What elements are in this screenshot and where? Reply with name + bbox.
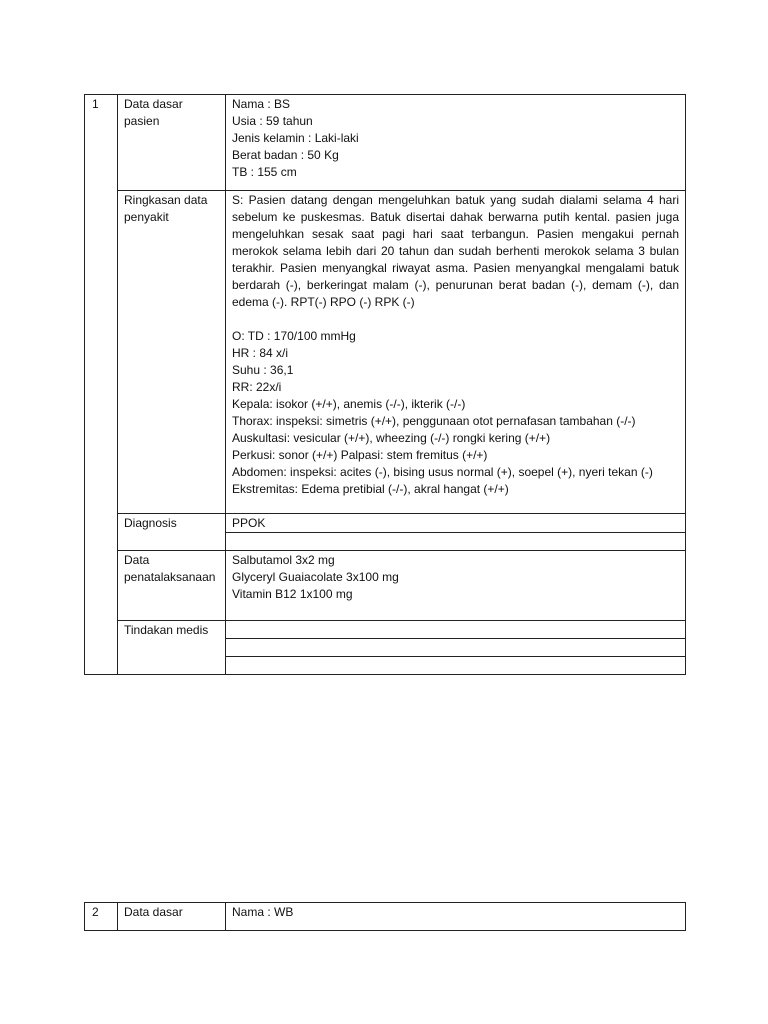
procedure-empty-cell-1 — [226, 621, 686, 639]
exam-percussion: Perkusi: sonor (+/+) Palpasi: stem fremitus (+/+) — [232, 448, 488, 462]
procedure-label: Tindakan medis — [118, 621, 226, 675]
patient-sex: Jenis kelamin : Laki-laki — [232, 131, 359, 145]
patient-name: Nama : BS — [232, 97, 291, 111]
basic-data-values — [226, 95, 686, 191]
objective-block — [232, 328, 679, 498]
patient-case-table-1 — [84, 94, 686, 675]
vital-td: O: TD : 170/100 mmHg — [232, 329, 356, 343]
diagnosis-label: Diagnosis — [118, 514, 226, 551]
procedure-empty-cell-3 — [226, 657, 686, 675]
exam-thorax: Thorax: inspeksi: simetris (+/+), penggunaan otot pernafasan tambahan (-/-) — [232, 414, 636, 428]
diagnosis-empty-cell — [226, 533, 686, 551]
summary-label: Ringkasan data penyakit — [118, 191, 226, 514]
basic-data-label: Data dasar pasien — [118, 95, 226, 191]
summary-values — [226, 191, 686, 514]
patient-weight: Berat badan : 50 Kg — [232, 148, 339, 162]
diagnosis-value: PPOK — [226, 514, 686, 533]
summary-row — [85, 191, 686, 514]
treatment-label: Data penatalaksanaan — [118, 551, 226, 621]
patient-height: TB : 155 cm — [232, 165, 297, 179]
subjective-text: S: Pasien datang dengan mengeluhkan batuk yang sudah dialami selama 4 hari sebelum ke puskesmas. Batuk disertai dahak berwarna putih kental. pasien juga mengeluhkan sesak saat pagi hari saat terbangun. Pasien mengakui pernah merokok selama lebih dari 20 tahun dan sudah berhenti merokok selama 3 bulan terakhir. Pasien menyangkal riwayat asma. Pasien menyangkal mengalami batuk berdarah (-), berkeringat malam (-), penurunan berat badan (-), demam (-), dan edema (-). RPT(-) RPO (-) RPK (-) — [232, 193, 679, 309]
exam-auscultation: Auskultasi: vesicular (+/+), wheezing (-/-) rongki kering (+/+) — [232, 431, 551, 445]
patient-age: Usia : 59 tahun — [232, 114, 313, 128]
case-number: 2 — [85, 903, 118, 931]
procedure-empty-cell-2 — [226, 639, 686, 657]
vital-temp: Suhu : 36,1 — [232, 363, 294, 377]
drug-3: Vitamin B12 1x100 mg — [232, 587, 353, 601]
exam-abdomen: Abdomen: inspeksi: acites (-), bising usus normal (+), soepel (+), nyeri tekan (-) — [232, 465, 653, 479]
patient-case-table-2 — [84, 902, 686, 931]
exam-head: Kepala: isokor (+/+), anemis (-/-), ikterik (-/-) — [232, 397, 466, 411]
treatment-values — [226, 551, 686, 621]
drug-1: Salbutamol 3x2 mg — [232, 553, 335, 567]
basic-data-label: Data dasar — [118, 903, 226, 931]
procedure-row — [85, 621, 686, 639]
basic-data-row — [85, 95, 686, 191]
vital-rr: RR: 22x/i — [232, 380, 282, 394]
diagnosis-row — [85, 514, 686, 533]
treatment-row — [85, 551, 686, 621]
patient-name: Nama : WB — [226, 903, 686, 931]
drug-2: Glyceryl Guaiacolate 3x100 mg — [232, 570, 399, 584]
exam-extremities: Ekstremitas: Edema pretibial (-/-), akral hangat (+/+) — [232, 482, 509, 496]
basic-data-row — [85, 903, 686, 931]
vital-hr: HR : 84 x/i — [232, 346, 289, 360]
case-number: 1 — [85, 95, 118, 675]
